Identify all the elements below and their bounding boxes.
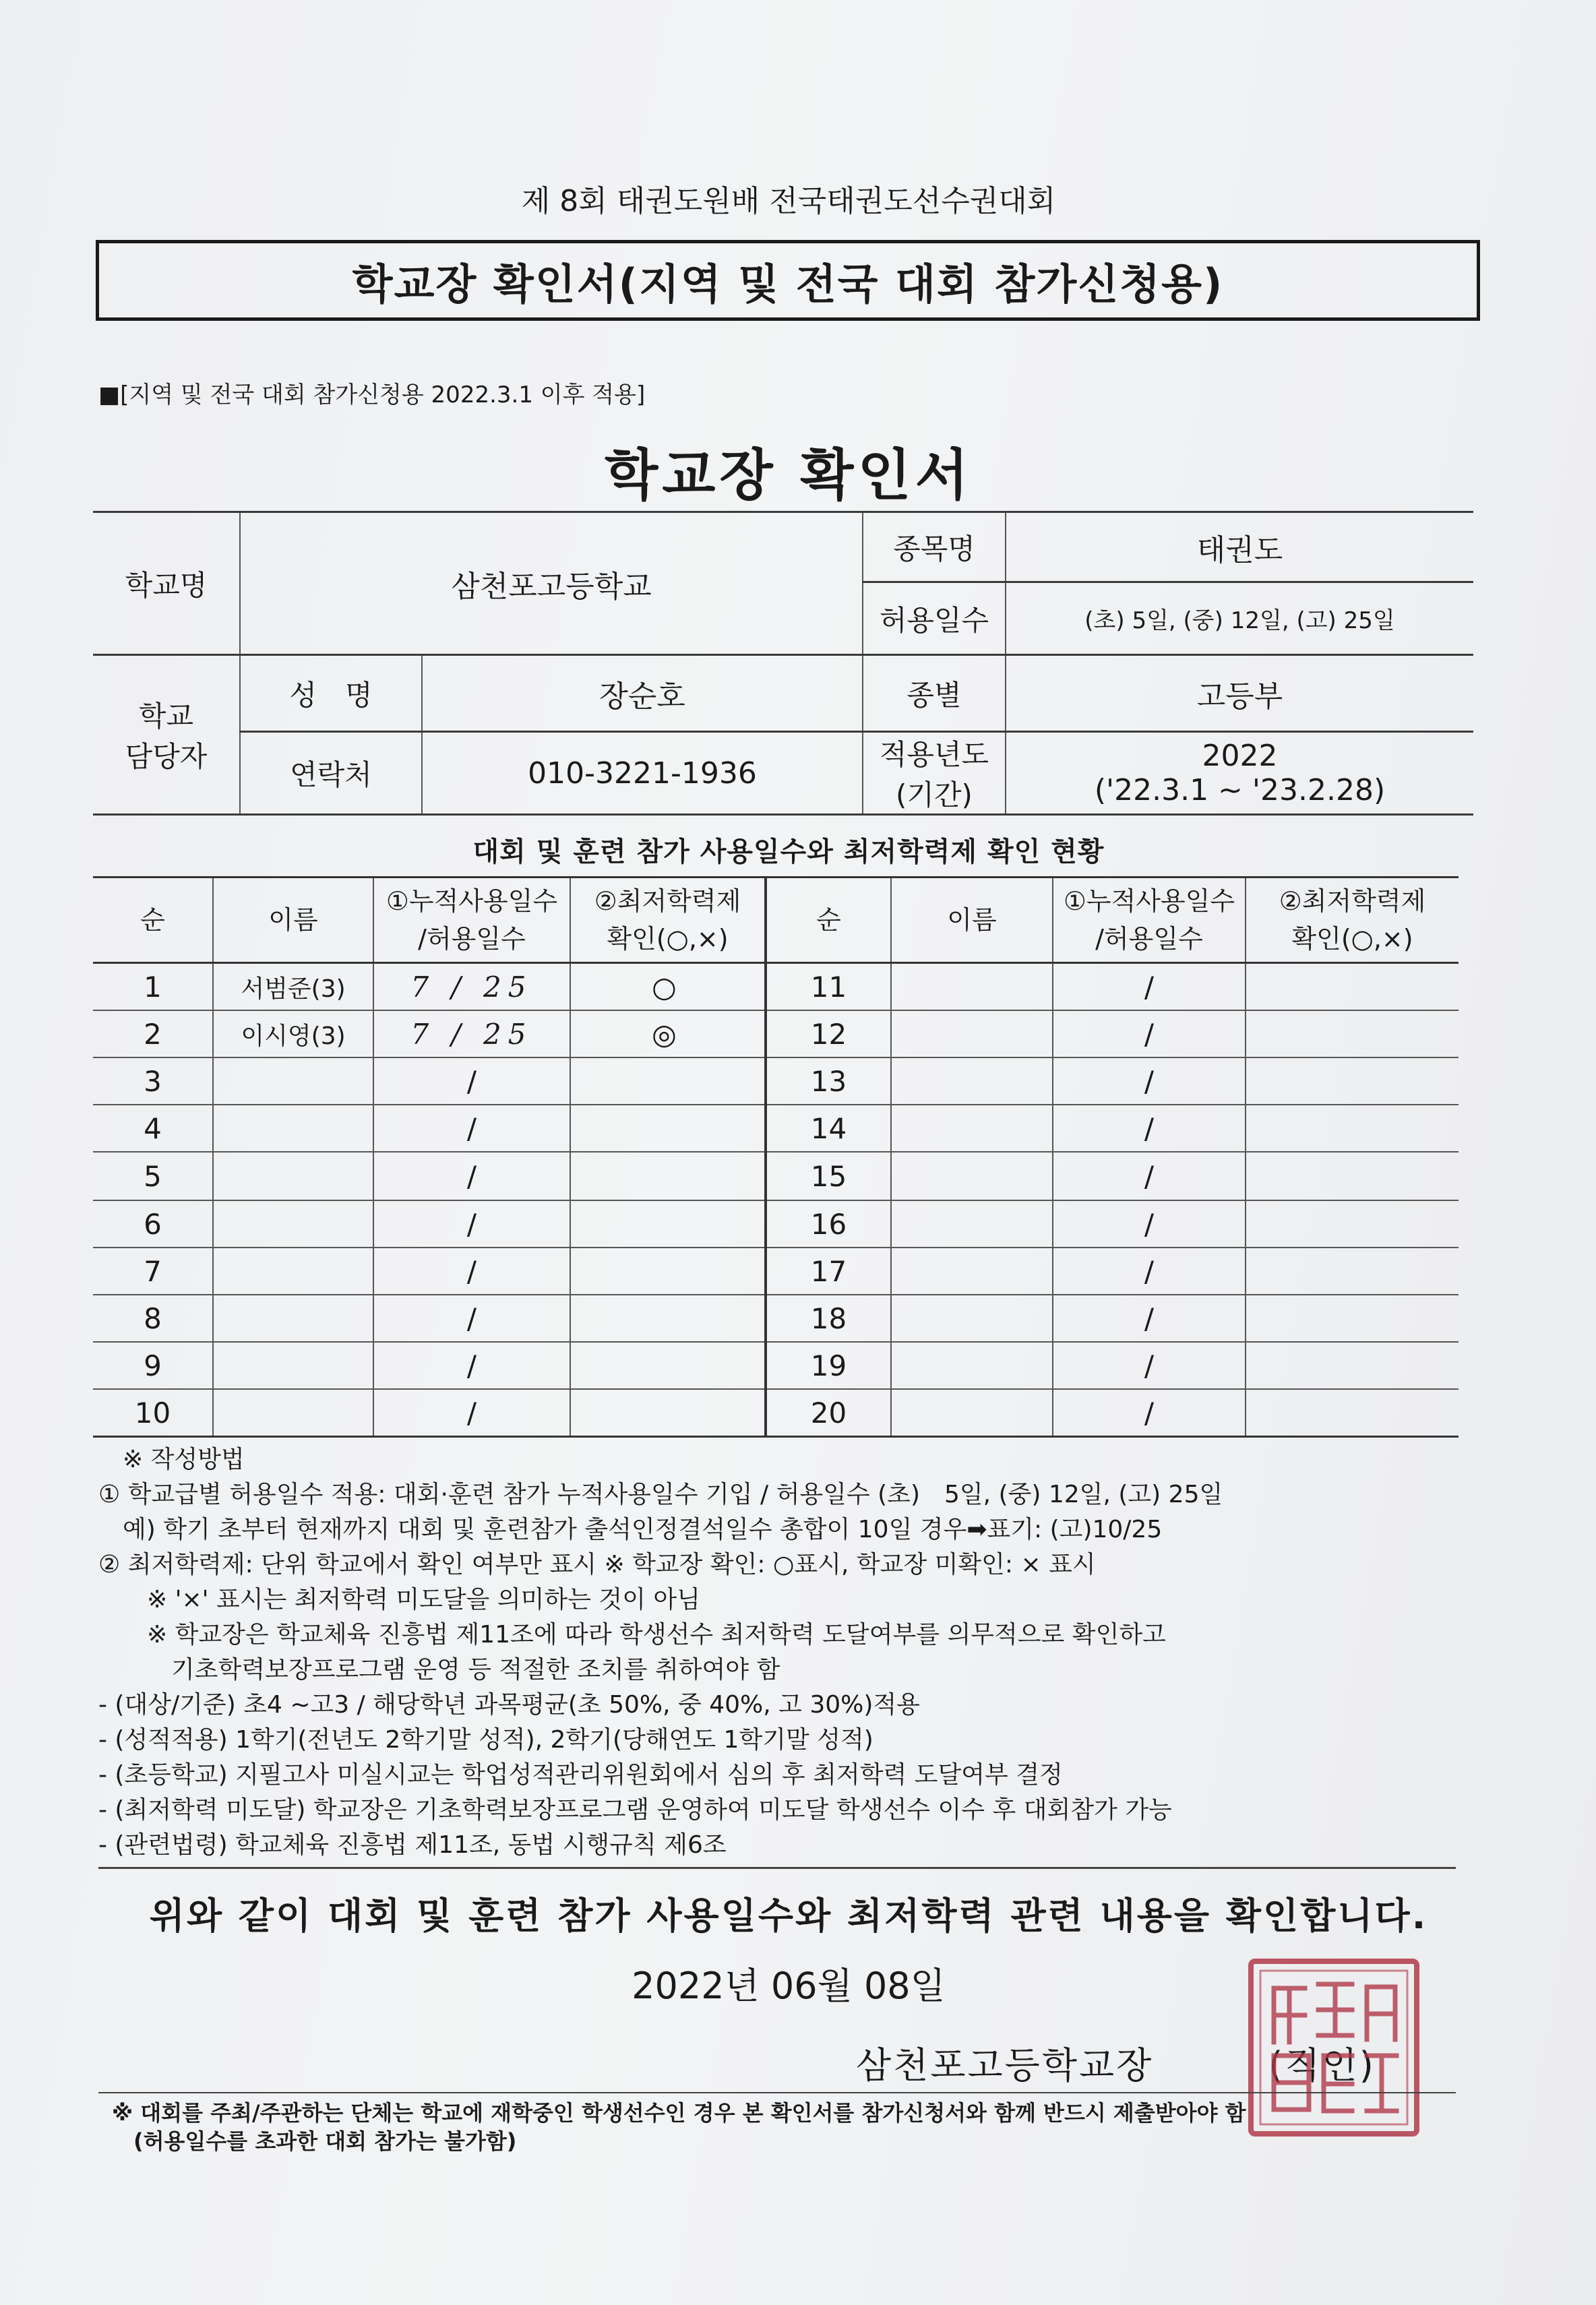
year-value-line2: ('22.3.1 ~ '23.2.28) — [1094, 773, 1386, 807]
table-row — [93, 1248, 1459, 1295]
cumulative-days: / — [1053, 1342, 1246, 1389]
row-number: 12 — [766, 1010, 891, 1057]
header-days-2-line1: ①누적사용일수 — [1063, 886, 1235, 916]
footer-divider — [98, 2092, 1456, 2093]
contact-value: 010-3221-1936 — [422, 732, 863, 815]
cumulative-days: / — [373, 1248, 570, 1295]
student-name — [213, 1342, 373, 1389]
min-academic-check — [1246, 1105, 1459, 1152]
header-check — [570, 878, 766, 963]
footer-note — [112, 2099, 1460, 2155]
table-row — [93, 1057, 1459, 1105]
min-academic-check — [570, 1105, 766, 1152]
instruction-line: - (관련법령) 학교체육 진흥법 제11조, 동법 시행규칙 제6조 — [98, 1831, 727, 1859]
school-label: 학교명 — [93, 512, 240, 655]
table-header-row — [93, 878, 1459, 963]
cumulative-days: / — [373, 1389, 570, 1437]
cumulative-days: 7 / 25 — [373, 1010, 570, 1057]
min-academic-check — [570, 1389, 766, 1437]
cumulative-days: / — [373, 1295, 570, 1342]
year-value-line1: 2022 — [1202, 739, 1278, 773]
student-name — [213, 1248, 373, 1295]
manager-label-line1: 학교 — [138, 700, 194, 733]
header-days-2 — [1053, 878, 1246, 963]
cumulative-days: / — [1053, 1152, 1246, 1200]
cumulative-days: / — [1053, 1295, 1246, 1342]
footer-line-2: (허용일수를 초과한 대회 참가는 불가함) — [112, 2128, 517, 2154]
student-name — [891, 1105, 1053, 1152]
principal-signature: 삼천포고등학교장 (직인) — [856, 2044, 1376, 2087]
min-academic-check — [570, 1342, 766, 1389]
student-name — [891, 1342, 1053, 1389]
header-days-2-line2: /허용일수 — [1095, 924, 1203, 954]
instruction-line: ① 학교급별 허용일수 적용: 대회·훈련 참가 누적사용일수 기입 / 허용일수 (초) 5일, (중) 12일, (고) 25일 — [98, 1481, 1223, 1508]
student-name — [891, 1010, 1053, 1057]
sport-label: 종목명 — [863, 512, 1006, 582]
table-row — [93, 1342, 1459, 1389]
name-label: 성 명 — [240, 655, 422, 732]
row-number: 10 — [93, 1389, 213, 1437]
days-table-title: 대회 및 훈련 참가 사용일수와 최저학력제 확인 현황 — [472, 836, 1105, 867]
min-academic-check — [570, 1057, 766, 1105]
header-no-2: 순 — [766, 878, 891, 963]
divider — [98, 1867, 1456, 1869]
year-label — [863, 732, 1006, 815]
row-number: 16 — [766, 1200, 891, 1248]
manager-label-line2: 담당자 — [125, 740, 208, 773]
min-academic-check: ○ — [570, 963, 766, 1011]
row-number: 3 — [93, 1057, 213, 1105]
year-value — [1006, 732, 1473, 815]
student-name — [213, 1152, 373, 1200]
row-number: 13 — [766, 1057, 891, 1105]
table-row — [93, 1152, 1459, 1200]
min-academic-check — [1246, 1295, 1459, 1342]
header-no: 순 — [93, 878, 213, 963]
student-name — [213, 1200, 373, 1248]
instruction-line: 기초학력보장프로그램 운영 등 적절한 조치를 취하여야 함 — [98, 1656, 780, 1684]
student-name: 서범준(3) — [213, 963, 373, 1011]
cumulative-days: / — [1053, 963, 1246, 1011]
cumulative-days: / — [373, 1152, 570, 1200]
student-name — [213, 1295, 373, 1342]
min-academic-check — [570, 1248, 766, 1295]
row-number: 17 — [766, 1248, 891, 1295]
allowed-days-value: (초) 5일, (중) 12일, (고) 25일 — [1006, 582, 1473, 655]
header-check-2-line1: ②최저학력제 — [1279, 886, 1426, 916]
table-row — [93, 1200, 1459, 1248]
allowed-days-label: 허용일수 — [863, 582, 1006, 655]
instruction-line: ※ 작성방법 — [98, 1446, 245, 1473]
instruction-line: ※ 학교장은 학교체육 진흥법 제11조에 따라 학생선수 최저학력 도달여부를 의무적으로 확인하고 — [98, 1621, 1166, 1649]
header-days-line1: ①누적사용일수 — [386, 886, 558, 916]
student-name — [891, 1389, 1053, 1437]
student-name — [891, 963, 1053, 1011]
header-name-2: 이름 — [891, 878, 1053, 963]
header-days-line2: /허용일수 — [418, 924, 526, 954]
instruction-line: ② 최저학력제: 단위 학교에서 확인 여부만 표시 ※ 학교장 확인: ○표시, 학교장 미확인: × 표시 — [98, 1551, 1096, 1578]
manager-label — [93, 655, 240, 815]
instruction-line: - (최저학력 미도달) 학교장은 기초학력보장프로그램 운영하여 미도달 학생선수 이수 후 대회참가 가능 — [98, 1796, 1172, 1824]
student-name — [891, 1248, 1053, 1295]
min-academic-check: ◎ — [570, 1010, 766, 1057]
student-name — [891, 1152, 1053, 1200]
cumulative-days: / — [1053, 1389, 1246, 1437]
row-number: 1 — [93, 963, 213, 1011]
contact-label: 연락처 — [240, 732, 422, 815]
min-academic-check — [1246, 1248, 1459, 1295]
header-name: 이름 — [213, 878, 373, 963]
instruction-line: - (성적적용) 1학기(전년도 2학기말 성적), 2학기(당해연도 1학기말 성적) — [98, 1726, 873, 1754]
row-number: 2 — [93, 1010, 213, 1057]
header-check-2-line2: 확인(○,×) — [1291, 924, 1413, 954]
division-value: 고등부 — [1006, 655, 1473, 732]
min-academic-check — [1246, 1342, 1459, 1389]
instruction-line: ※ '×' 표시는 최저학력 미도달을 의미하는 것이 아님 — [98, 1586, 700, 1613]
division-label: 종별 — [863, 655, 1006, 732]
cumulative-days: / — [373, 1342, 570, 1389]
apply-note: ■[지역 및 전국 대회 참가신청용 2022.3.1 이후 적용] — [98, 381, 646, 408]
student-name — [213, 1057, 373, 1105]
row-number: 7 — [93, 1248, 213, 1295]
min-academic-check — [570, 1152, 766, 1200]
student-name — [891, 1295, 1053, 1342]
document-date: 2022년 06월 08일 — [632, 1965, 946, 2007]
row-number: 4 — [93, 1105, 213, 1152]
row-number: 6 — [93, 1200, 213, 1248]
year-label-line1: 적용년도 — [879, 738, 989, 771]
cumulative-days: / — [1053, 1057, 1246, 1105]
table-row — [93, 1010, 1459, 1057]
cumulative-days: / — [373, 1200, 570, 1248]
min-academic-check — [1246, 963, 1459, 1011]
instruction-line: 예) 학기 초부터 현재까지 대회 및 훈련참가 출석인정결석일수 총합이 10일 경우➡표기: (고)10/25 — [98, 1516, 1163, 1543]
footer-line-1: ※ 대회를 주최/주관하는 단체는 학교에 재학중인 학생선수인 경우 본 확인서를 참가신청서와 함께 반드시 제출받아야 함 — [112, 2100, 1246, 2126]
instruction-line: - (대상/기준) 초4 ~고3 / 해당학년 과목평균(초 50%, 중 40%, 고 30%)적용 — [98, 1691, 920, 1719]
student-name: 이시영(3) — [213, 1010, 373, 1057]
instruction-line: - (초등학교) 지필고사 미실시교는 학업성적관리위원회에서 심의 후 최저학력 도달여부 결정 — [98, 1761, 1063, 1789]
min-academic-check — [1246, 1152, 1459, 1200]
row-number: 18 — [766, 1295, 891, 1342]
sport-value: 태권도 — [1006, 512, 1473, 582]
cumulative-days: / — [373, 1057, 570, 1105]
min-academic-check — [1246, 1200, 1459, 1248]
row-number: 11 — [766, 963, 891, 1011]
event-title: 제 8회 태권도원배 전국태권도선수권대회 — [521, 184, 1056, 218]
cumulative-days: / — [1053, 1248, 1246, 1295]
table-row — [93, 1105, 1459, 1152]
header-days — [373, 878, 570, 963]
student-name — [213, 1105, 373, 1152]
min-academic-check — [1246, 1010, 1459, 1057]
student-name — [891, 1200, 1053, 1248]
row-number: 19 — [766, 1342, 891, 1389]
table-row — [93, 1295, 1459, 1342]
student-name — [891, 1057, 1053, 1105]
row-number: 14 — [766, 1105, 891, 1152]
cumulative-days: / — [1053, 1105, 1246, 1152]
header-check-2 — [1246, 878, 1459, 963]
header-check-line2: 확인(○,×) — [607, 924, 729, 954]
min-academic-check — [570, 1295, 766, 1342]
header-check-line1: ②최저학력제 — [594, 886, 741, 916]
min-academic-check — [1246, 1389, 1459, 1437]
confirmation-text: 위와 같이 대회 및 훈련 참가 사용일수와 최저학력 관련 내용을 확인합니다. — [149, 1895, 1428, 1937]
row-number: 8 — [93, 1295, 213, 1342]
days-usage-table — [93, 876, 1459, 1438]
cumulative-days: / — [1053, 1010, 1246, 1057]
cumulative-days: / — [373, 1105, 570, 1152]
row-number: 9 — [93, 1342, 213, 1389]
school-value: 삼천포고등학교 — [240, 512, 863, 655]
year-label-line2: (기간) — [896, 778, 973, 811]
main-title: 학교장 확인서 — [605, 443, 973, 508]
name-value: 장순호 — [422, 655, 863, 732]
row-number: 15 — [766, 1152, 891, 1200]
cumulative-days: 7 / 25 — [373, 963, 570, 1011]
table-row — [93, 1389, 1459, 1437]
row-number: 5 — [93, 1152, 213, 1200]
row-number: 20 — [766, 1389, 891, 1437]
student-name — [213, 1389, 373, 1437]
school-info-table — [93, 511, 1473, 816]
table-row — [93, 963, 1459, 1011]
min-academic-check — [570, 1200, 766, 1248]
writing-instructions — [98, 1442, 1500, 1863]
document-title-box: 학교장 확인서(지역 및 전국 대회 참가신청용) — [96, 240, 1480, 321]
cumulative-days: / — [1053, 1200, 1246, 1248]
min-academic-check — [1246, 1057, 1459, 1105]
